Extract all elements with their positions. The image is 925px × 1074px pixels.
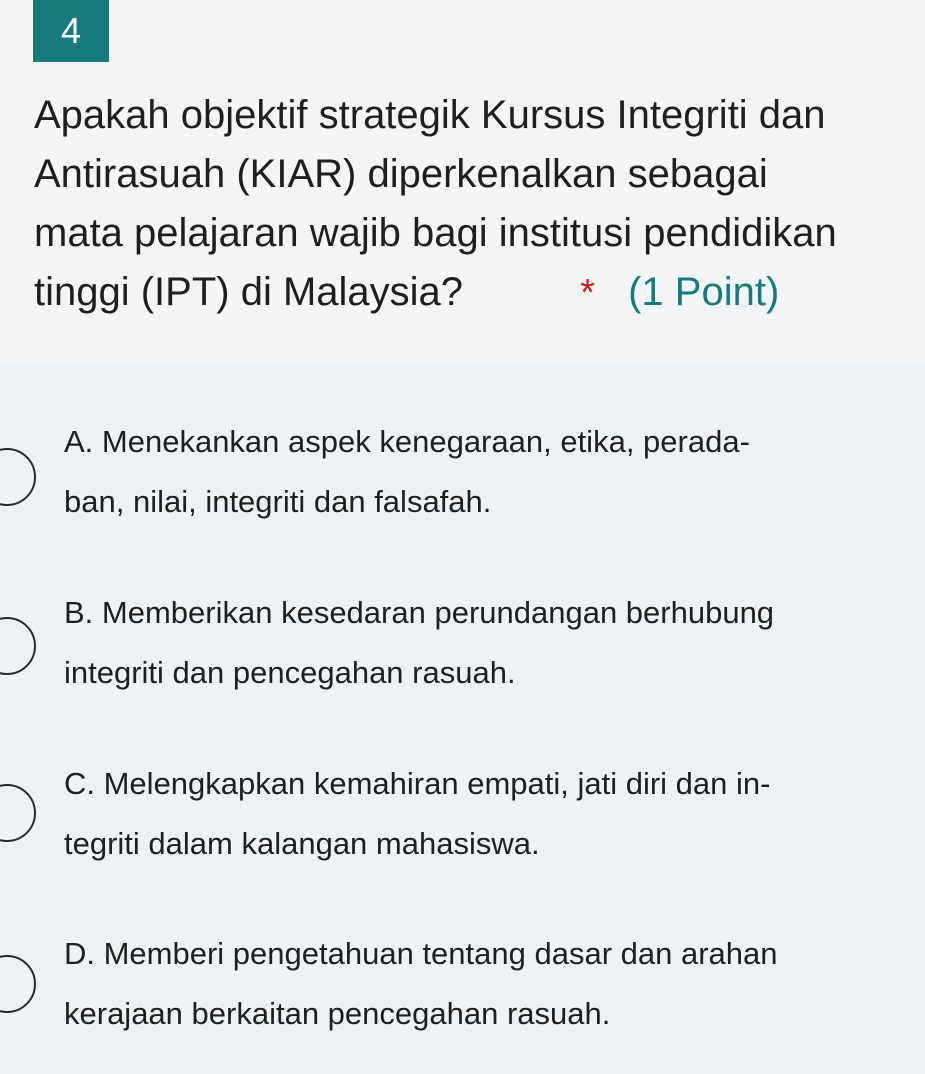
option-a-label[interactable] [64, 412, 914, 532]
question-points: (1 Point) [628, 270, 780, 314]
option-b[interactable] [0, 583, 925, 713]
option-d[interactable] [0, 924, 925, 1054]
options-list [0, 365, 925, 1074]
option-d-radio[interactable] [0, 955, 36, 1013]
option-d-label[interactable] [64, 924, 914, 1044]
option-c-label-line: tegriti dalam kalangan mahasiswa. [64, 826, 540, 861]
question-title [34, 86, 914, 323]
question-title-line: Apakah objektif strategik Kursus Integriti dan [34, 93, 826, 137]
option-c-label[interactable] [64, 754, 914, 874]
option-c-radio[interactable] [0, 784, 36, 842]
option-b-radio[interactable] [0, 617, 36, 675]
option-b-label-line: integriti dan pencegahan rasuah. [64, 655, 516, 690]
option-a[interactable] [0, 412, 925, 542]
option-d-label-line: kerajaan berkaitan pencegahan rasuah. [64, 996, 611, 1031]
question-number-badge [33, 0, 109, 62]
question-title-line: mata pelajaran wajib bagi institusi pendidikan [34, 211, 837, 255]
option-a-label-line: ban, nilai, integriti dan falsafah. [64, 484, 492, 519]
option-a-label-line: A. Menekankan aspek kenegaraan, etika, perada- [64, 424, 750, 459]
question-title-line: tinggi (IPT) di Malaysia? [34, 270, 464, 314]
option-b-label-line: B. Memberikan kesedaran perundangan berhubung [64, 595, 775, 630]
option-a-radio[interactable] [0, 448, 36, 506]
option-d-label-line: D. Memberi pengetahuan tentang dasar dan arahan [64, 936, 778, 971]
option-c[interactable] [0, 754, 925, 884]
question-number: 4 [60, 10, 82, 51]
question-title-line: Antirasuah (KIAR) diperkenalkan sebagai [34, 152, 768, 196]
required-mark: * [580, 272, 595, 314]
option-b-label[interactable] [64, 583, 914, 703]
question-title-last-line [34, 263, 914, 323]
option-c-label-line: C. Melengkapkan kemahiran empati, jati diri dan in- [64, 766, 771, 801]
